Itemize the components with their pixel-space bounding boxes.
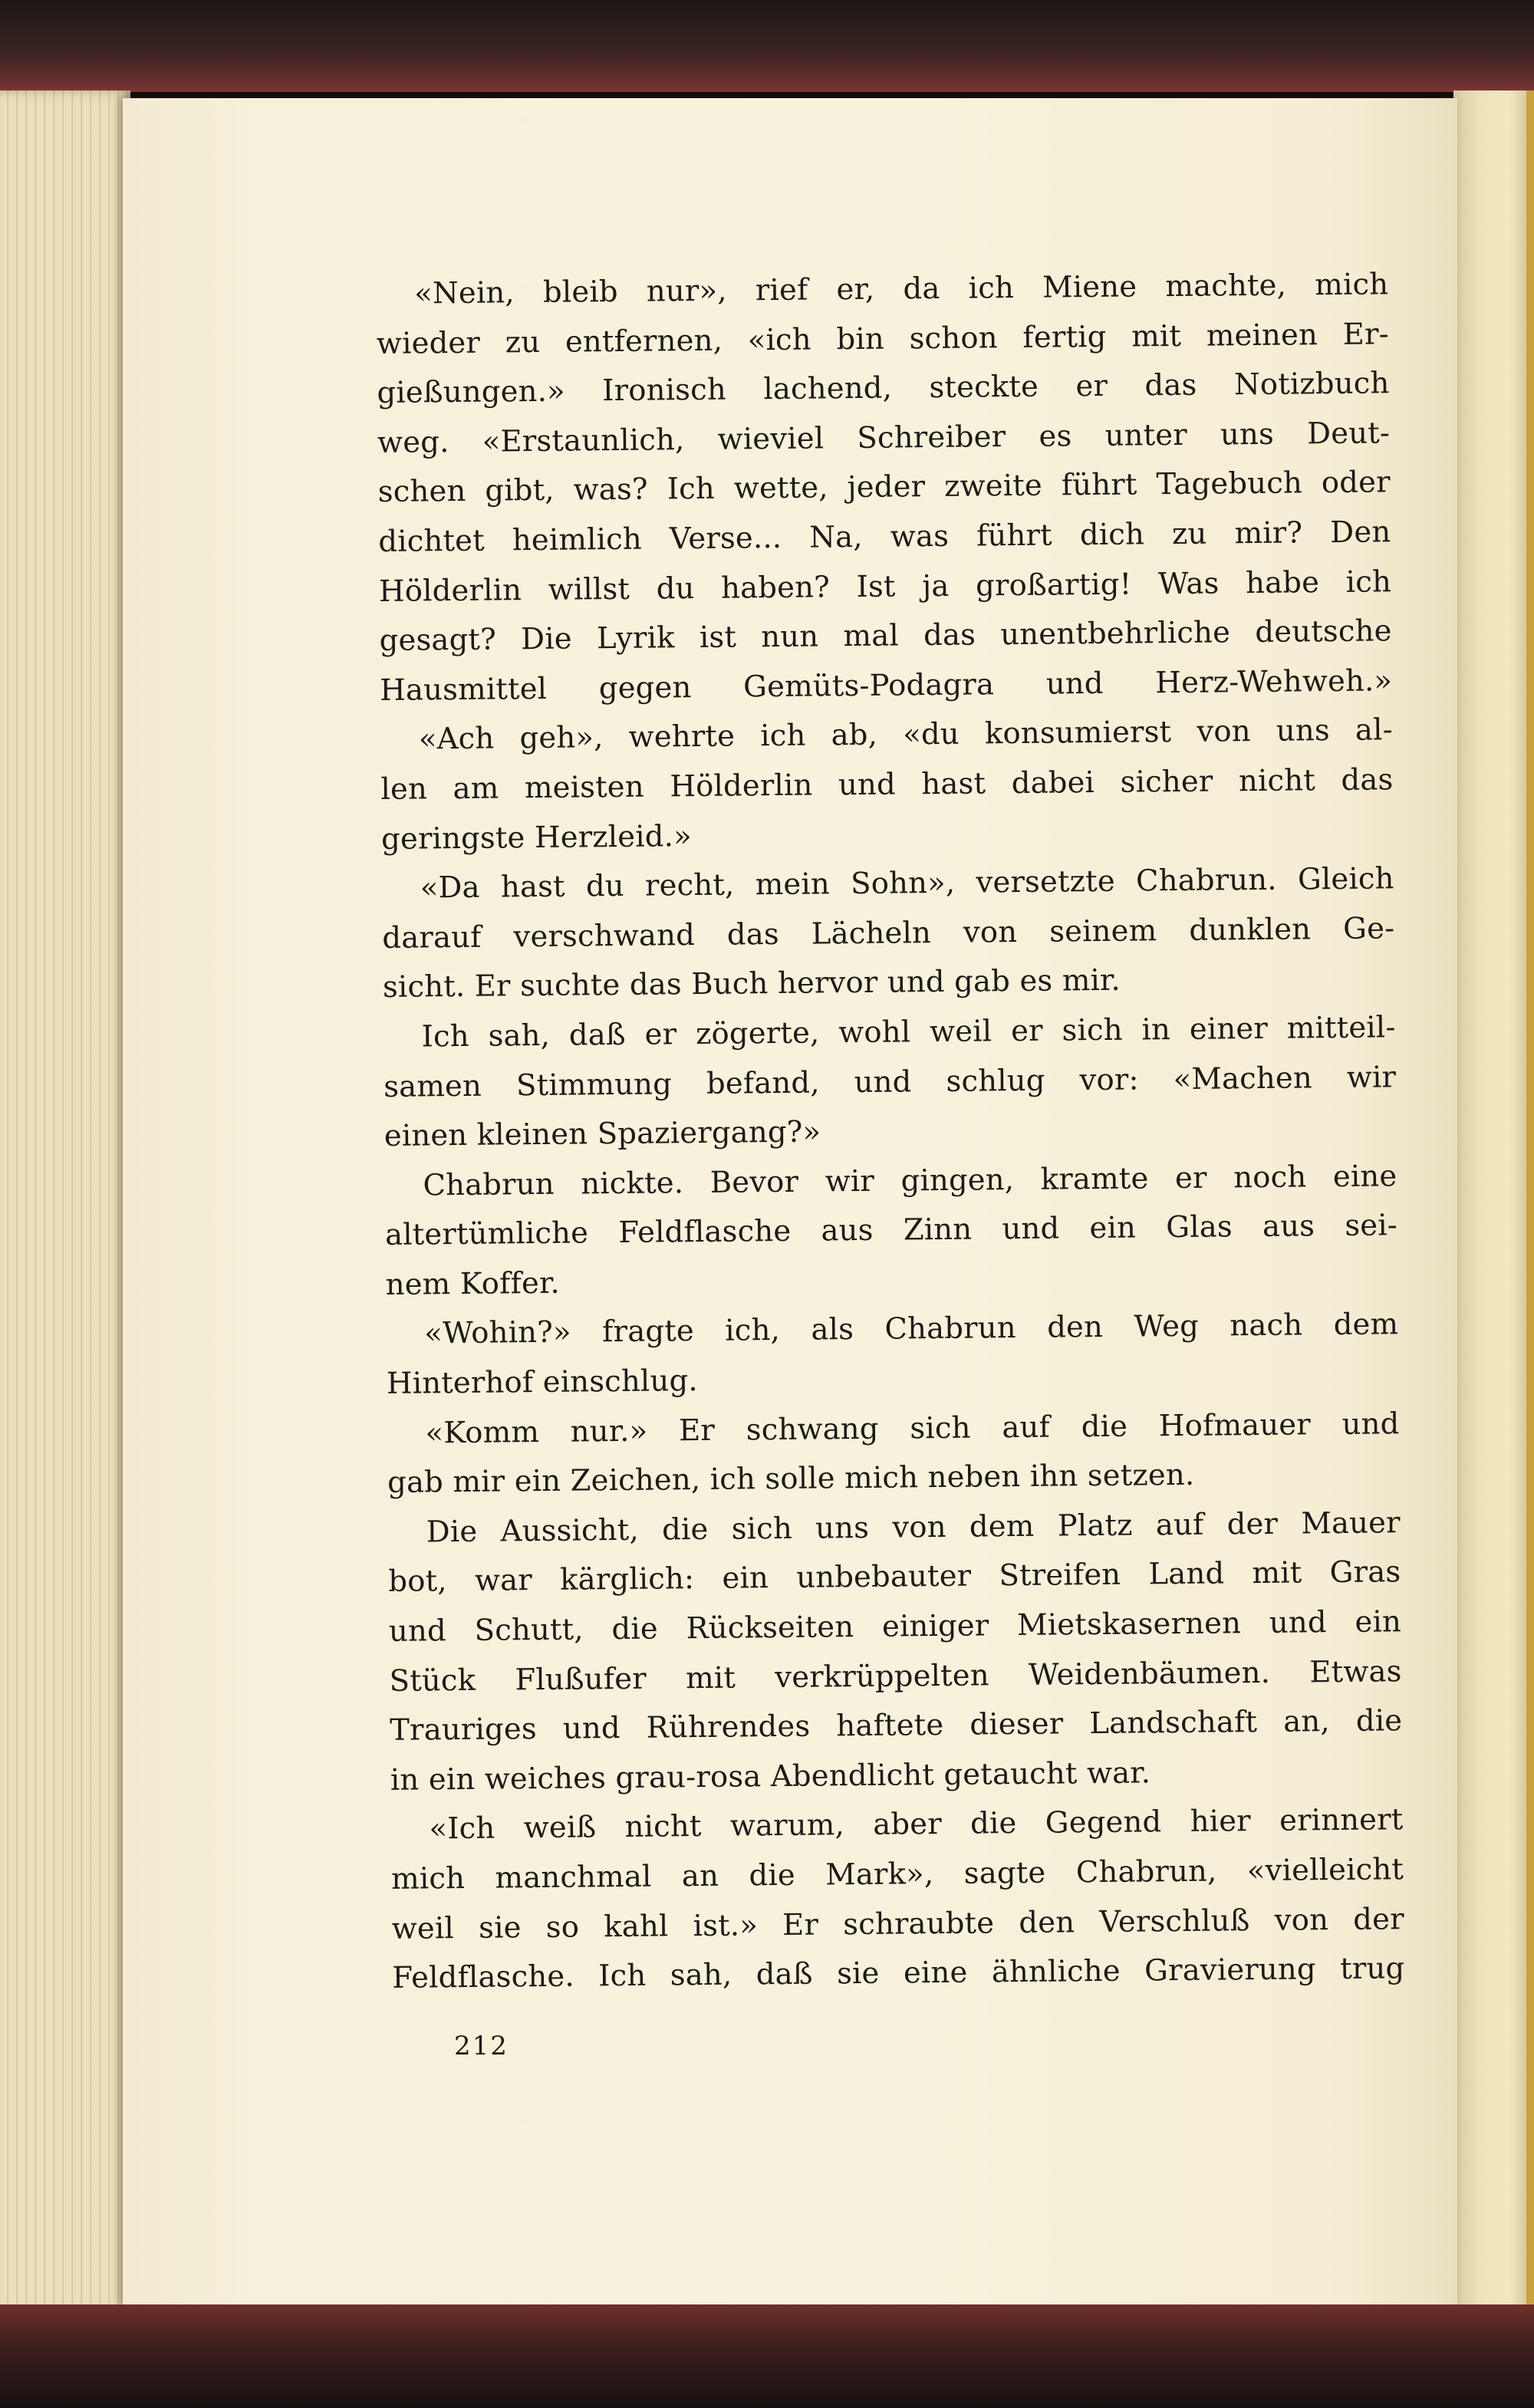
text-line: Hölderlin willst du haben? Ist ja großartig! Was habe ich	[378, 564, 1392, 609]
text-line: gießungen.» Ironisch lachend, steckte er das Notizbuch	[377, 366, 1390, 411]
text-line: gesagt? Die Lyrik ist nun mal das unentbehrliche deutsche	[379, 614, 1392, 659]
text-line: «Da hast du recht, mein Sohn», versetzte Chabrun. Gleich	[420, 861, 1394, 906]
book-cover-bottom	[0, 2304, 1534, 2408]
text-line: einen kleinen Spaziergang?»	[384, 1114, 821, 1154]
text-line: in ein weiches grau-rosa Abendlicht getaucht war.	[390, 1755, 1151, 1798]
text-line: dichtet heimlich Verse... Na, was führt dich zu mir? Den	[378, 515, 1391, 559]
text-line: nem Koffer.	[385, 1265, 561, 1302]
text-line: und Schutt, die Rückseiten einiger Mietskasernen und ein	[388, 1604, 1402, 1649]
text-line: weil sie so kahl ist.» Er schraubte den Verschluß von der	[391, 1901, 1404, 1946]
text-line: samen Stimmung befand, und schlug vor: «Machen wir	[384, 1059, 1397, 1104]
text-line: Ich sah, daß er zögerte, wohl weil er sich in einer mitteil-	[421, 1010, 1396, 1054]
text-line: sicht. Er suchte das Buch hervor und gab es mir.	[382, 963, 1121, 1005]
text-line: gab mir ein Zeichen, ich solle mich neben ihn setzen.	[387, 1458, 1195, 1501]
gilt-edge	[1526, 90, 1534, 2314]
text-line: Hinterhof einschlug.	[386, 1364, 698, 1401]
text-line: Feldflasche. Ich sah, daß sie eine ähnliche Gravierung trug	[392, 1951, 1405, 1996]
text-line: wieder zu entfernen, «ich bin schon fertig mit meinen Er-	[376, 316, 1390, 361]
text-line: «Ich weiß nicht warum, aber die Gegend hier erinnert	[429, 1802, 1404, 1847]
text-line: «Ach geh», wehrte ich ab, «du konsumierst von uns al-	[418, 712, 1394, 757]
page-stack-edge	[0, 90, 130, 2314]
text-line: «Nein, bleib nur», rief er, da ich Miene machte, mich	[414, 267, 1389, 311]
text-line: geringste Herzleid.»	[380, 818, 693, 857]
page-text-block	[376, 260, 1405, 2003]
page-right-edge	[1453, 90, 1534, 2314]
text-line: mich manchmal an die Mark», sagte Chabrun, «vielleicht	[390, 1852, 1404, 1896]
text-line: Die Aussicht, die sich uns von dem Platz auf der Mauer	[426, 1505, 1401, 1550]
text-line: Trauriges und Rührendes haftete dieser Landschaft an, die	[390, 1703, 1403, 1748]
text-line: altertümliche Feldflasche aus Zinn und ein Glas aus sei-	[384, 1208, 1398, 1253]
text-line: weg. «Erstaunlich, wieviel Schreiber es unter uns Deut-	[377, 416, 1391, 460]
text-line: schen gibt, was? Ich wette, jeder zweite führt Tagebuch oder	[377, 465, 1391, 510]
text-line: len am meisten Hölderlin und hast dabei sicher nicht das	[380, 762, 1394, 807]
text-line: Stück Flußufer mit verkrüppelten Weidenbäumen. Etwas	[389, 1653, 1402, 1699]
text-line: «Wohin?» fragte ich, als Chabrun den Weg nach dem	[424, 1307, 1399, 1351]
text-line: bot, war kärglich: ein unbebauter Streifen Land mit Gras	[388, 1554, 1401, 1600]
text-line: «Komm nur.» Er schwang sich auf die Hofmauer und	[425, 1406, 1400, 1451]
text-line: darauf verschwand das Lächeln von seinem dunklen Ge-	[382, 911, 1395, 956]
page-number: 212	[454, 2031, 509, 2061]
text-line: Chabrun nickte. Bevor wir gingen, kramte er noch eine	[423, 1158, 1397, 1203]
text-line: Hausmittel gegen Gemüts-Podagra und Herz-Wehweh.»	[380, 663, 1393, 708]
book-cover-top	[0, 0, 1534, 92]
